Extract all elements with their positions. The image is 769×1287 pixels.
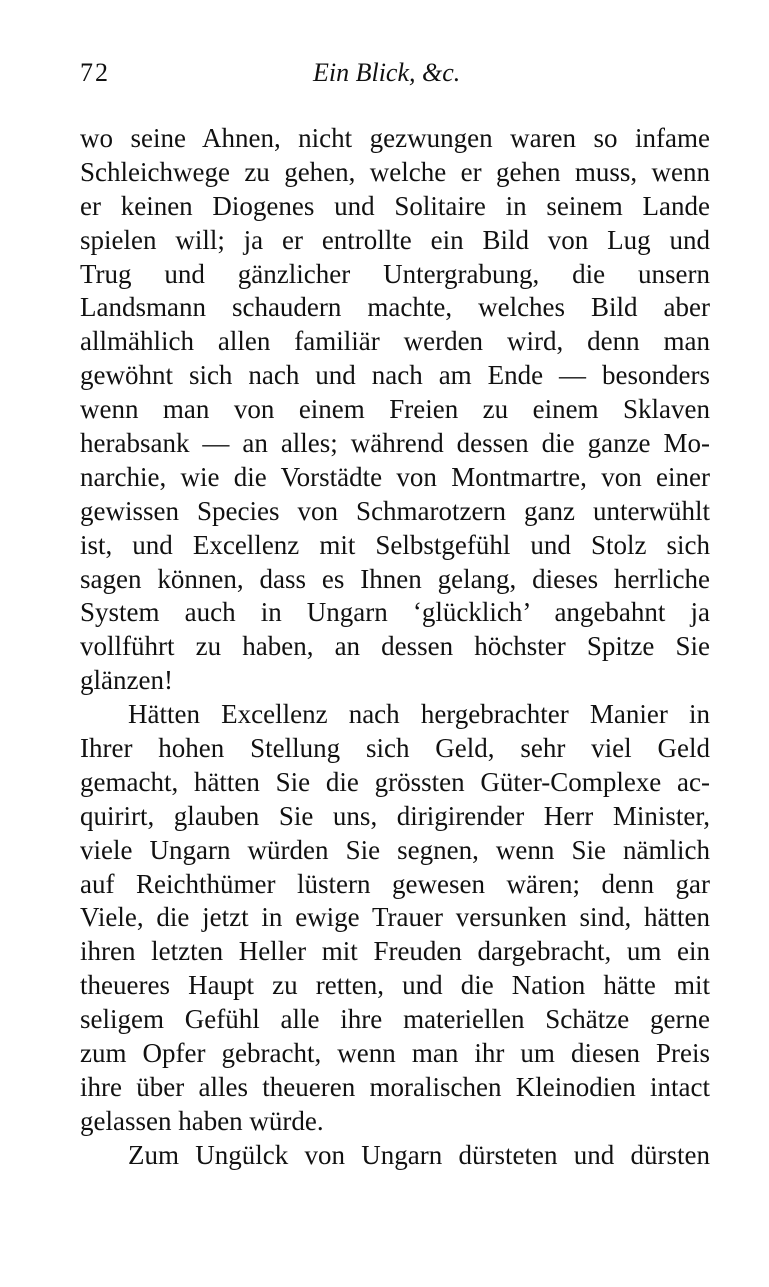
text-line: theueres Haupt zu retten, und die Nation hätte mit xyxy=(80,970,710,1001)
text-line: Zum Ungülck von Ungarn dürsteten und dürsten xyxy=(128,1139,710,1170)
text-line: auf Reichthümer lüstern gewesen wären; denn gar xyxy=(80,868,710,899)
text-line: er keinen Diogenes und Solitaire in seinem Lande xyxy=(80,190,710,221)
text-line: quirirt, glauben Sie uns, dirigirender Herr Minister, xyxy=(80,800,710,831)
text-line: spielen will; ja er entrollte ein Bild von Lug und xyxy=(80,224,710,255)
text-line: herabsank — an alles; während dessen die ganze Mo- xyxy=(80,428,710,459)
running-title: Ein Blick, &c. xyxy=(313,58,461,87)
text-line: gelassen haben würde. xyxy=(80,1105,324,1136)
text-line: wo seine Ahnen, nicht gezwungen waren so infame xyxy=(80,123,710,153)
page-number: 72 xyxy=(80,58,110,87)
text-line: wenn man von einem Freien zu einem Sklaven xyxy=(80,394,710,425)
text-line: gemacht, hätten Sie die grössten Güter-Complexe ac- xyxy=(80,766,710,797)
text-line: gewissen Species von Schmarotzern ganz unterwühlt xyxy=(80,495,710,526)
text-line: Schleichwege zu gehen, welche er gehen muss, wenn xyxy=(80,156,710,187)
text-line: Viele, die jetzt in ewige Trauer versunken sind, hätten xyxy=(80,902,710,933)
text-line: ihre über alles theueren moralischen Kleinodien intact xyxy=(80,1071,710,1102)
text-line: viele Ungarn würden Sie segnen, wenn Sie nämlich xyxy=(80,834,710,865)
text-line: glänzen! xyxy=(80,665,173,696)
text-line: sagen können, dass es Ihnen gelang, dieses herrliche xyxy=(80,563,710,594)
text-line: ihren letzten Heller mit Freuden dargebracht, um ein xyxy=(80,936,710,967)
text-line: gewöhnt sich nach und nach am Ende — besonders xyxy=(80,360,710,391)
text-line: seligem Gefühl alle ihre materiellen Schätze gerne xyxy=(80,1004,710,1035)
text-line: Trug und gänzlicher Untergrabung, die unsern xyxy=(80,258,710,289)
text-line: narchie, wie die Vorstädte von Montmartre, von einer xyxy=(80,461,710,492)
text-line: zum Opfer gebracht, wenn man ihr um diesen Preis xyxy=(80,1038,710,1069)
text-line: allmählich allen familiär werden wird, denn man xyxy=(80,326,710,357)
text-line: System auch in Ungarn ‘glücklich’ angebahnt ja xyxy=(80,597,710,628)
page-header xyxy=(80,58,710,98)
text-line: Hätten Excellenz nach hergebrachter Manier in xyxy=(128,699,710,730)
text-line: Ihrer hohen Stellung sich Geld, sehr viel Geld xyxy=(80,733,710,764)
text-line: ist, und Excellenz mit Selbstgefühl und Stolz sich xyxy=(80,529,710,560)
body-text xyxy=(80,122,710,1173)
text-line: vollführt zu haben, an dessen höchster Spitze Sie xyxy=(80,631,710,662)
text-line: Landsmann schaudern machte, welches Bild aber xyxy=(80,292,710,323)
